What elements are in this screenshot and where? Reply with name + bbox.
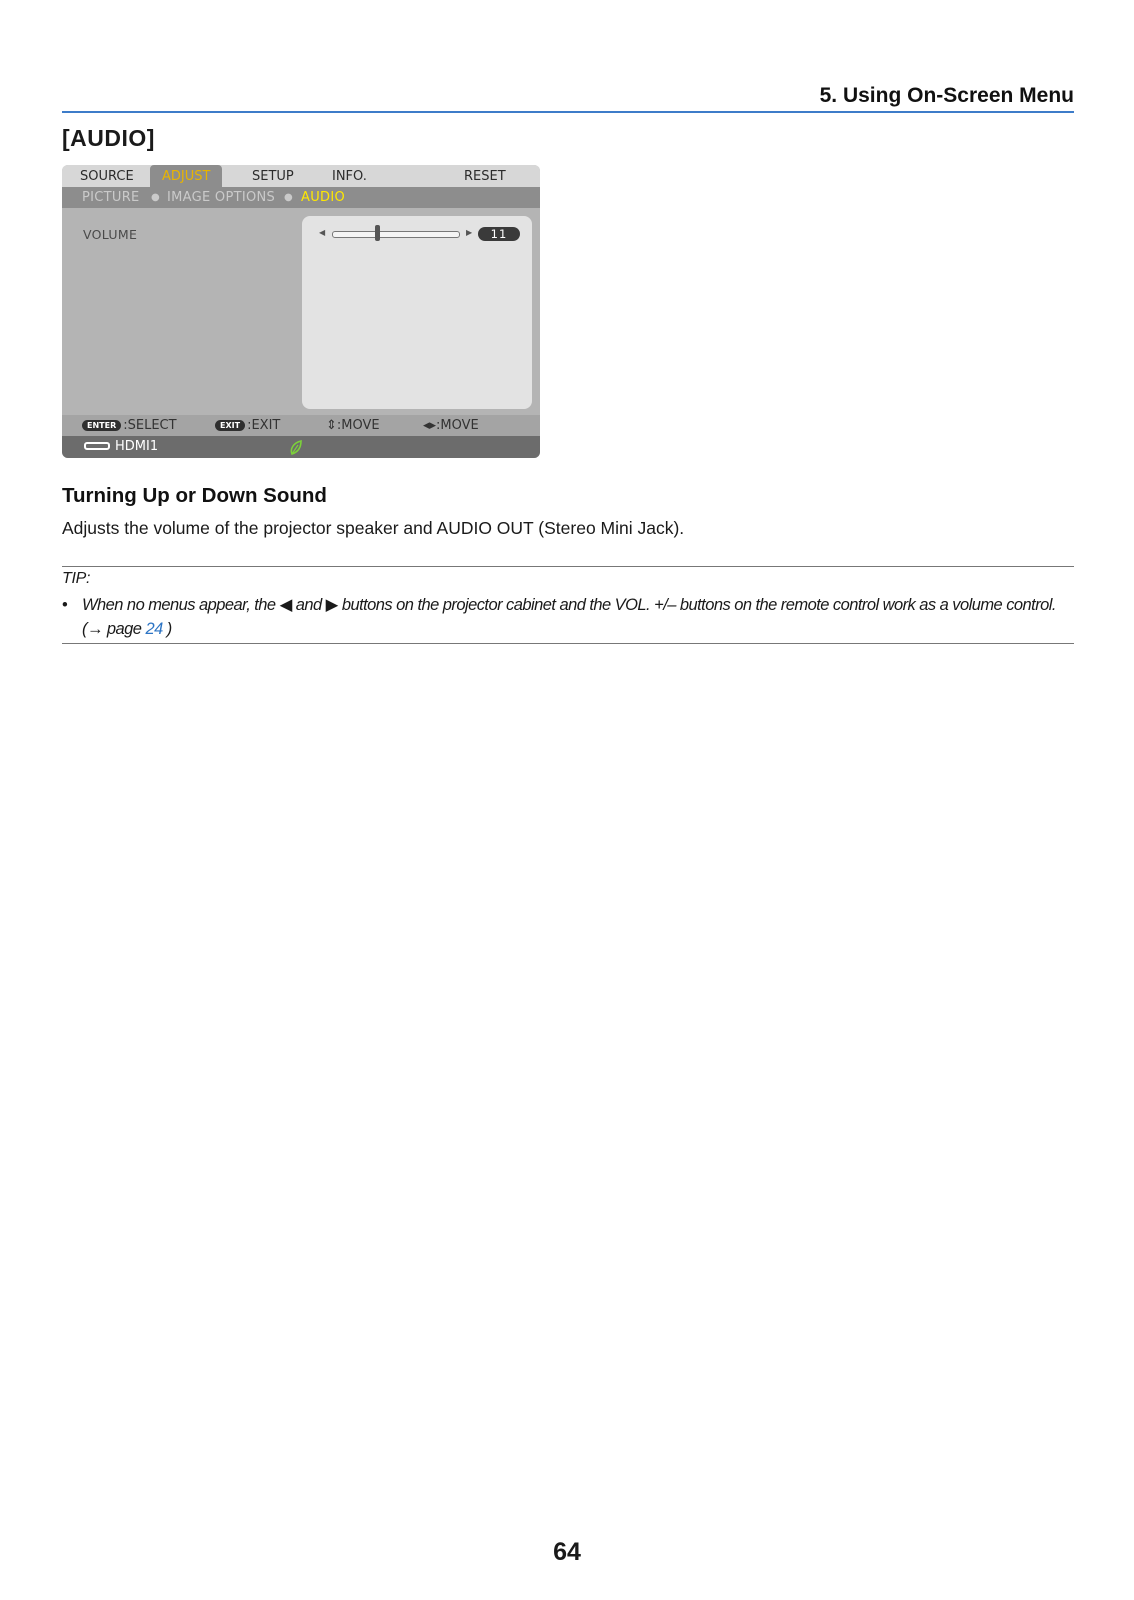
- chapter-title: 5. Using On-Screen Menu: [819, 84, 1074, 107]
- tip-bullet: •: [62, 596, 68, 614]
- tab-info[interactable]: INFO.: [332, 169, 367, 184]
- tab-source[interactable]: SOURCE: [80, 169, 134, 184]
- tip-title: TIP:: [62, 570, 91, 587]
- subtab-audio[interactable]: AUDIO: [301, 190, 345, 205]
- volume-value: 11: [478, 227, 520, 241]
- osd-help-bar: [62, 415, 540, 436]
- help-move-horizontal: ◂▸:MOVE: [423, 418, 479, 433]
- tip-body: [62, 593, 1076, 641]
- subtab-picture[interactable]: PICTURE: [82, 190, 140, 205]
- tab-reset[interactable]: RESET: [464, 169, 506, 184]
- osd-subtab-bar: [62, 187, 540, 208]
- decrease-arrow-icon[interactable]: ◀: [319, 228, 326, 237]
- eco-leaf-icon: [289, 440, 303, 455]
- osd-menu-screenshot: [62, 165, 540, 458]
- increase-arrow-icon[interactable]: ▶: [466, 228, 473, 237]
- enter-key-icon: ENTER: [82, 420, 121, 431]
- tip-text-before: When no menus appear, the ◀ and ▶ buttons on the projector cabinet and the VOL. +/– buttons on the remote control work as a volume control. (→ page: [82, 596, 1056, 638]
- volume-slider-knob[interactable]: [375, 225, 380, 241]
- page-link[interactable]: 24: [145, 620, 163, 638]
- exit-key-icon: EXIT: [215, 420, 245, 431]
- input-source-label: HDMI1: [115, 439, 159, 454]
- subtab-separator: ●: [284, 192, 294, 203]
- help-exit: [215, 415, 280, 436]
- help-select: [82, 415, 177, 436]
- volume-slider-track[interactable]: [332, 231, 460, 238]
- subsection-description: Adjusts the volume of the projector speaker and AUDIO OUT (Stereo Mini Jack).: [62, 518, 685, 538]
- tip-top-rule: [62, 566, 1074, 567]
- subsection-heading: Turning Up or Down Sound: [62, 484, 327, 507]
- osd-status-bar: [62, 436, 540, 458]
- tip-bottom-rule: [62, 643, 1074, 644]
- subtab-image-options[interactable]: IMAGE OPTIONS: [167, 190, 276, 205]
- tip-text-after: ): [162, 620, 172, 638]
- page-number: 64: [553, 1538, 581, 1566]
- hdmi-icon: [84, 442, 110, 450]
- header-rule: [62, 111, 1074, 113]
- tab-setup[interactable]: SETUP: [252, 169, 294, 184]
- volume-label: VOLUME: [83, 227, 138, 242]
- help-exit-text: :EXIT: [247, 418, 281, 433]
- tab-adjust[interactable]: ADJUST: [150, 165, 222, 187]
- volume-panel: [302, 216, 532, 409]
- tip-text: [62, 593, 1076, 641]
- osd-tab-bar: [62, 165, 540, 187]
- section-title: [AUDIO]: [62, 125, 155, 151]
- help-select-text: :SELECT: [123, 418, 177, 433]
- help-move-vertical: ⇕:MOVE: [326, 418, 380, 433]
- subtab-separator: ●: [151, 192, 161, 203]
